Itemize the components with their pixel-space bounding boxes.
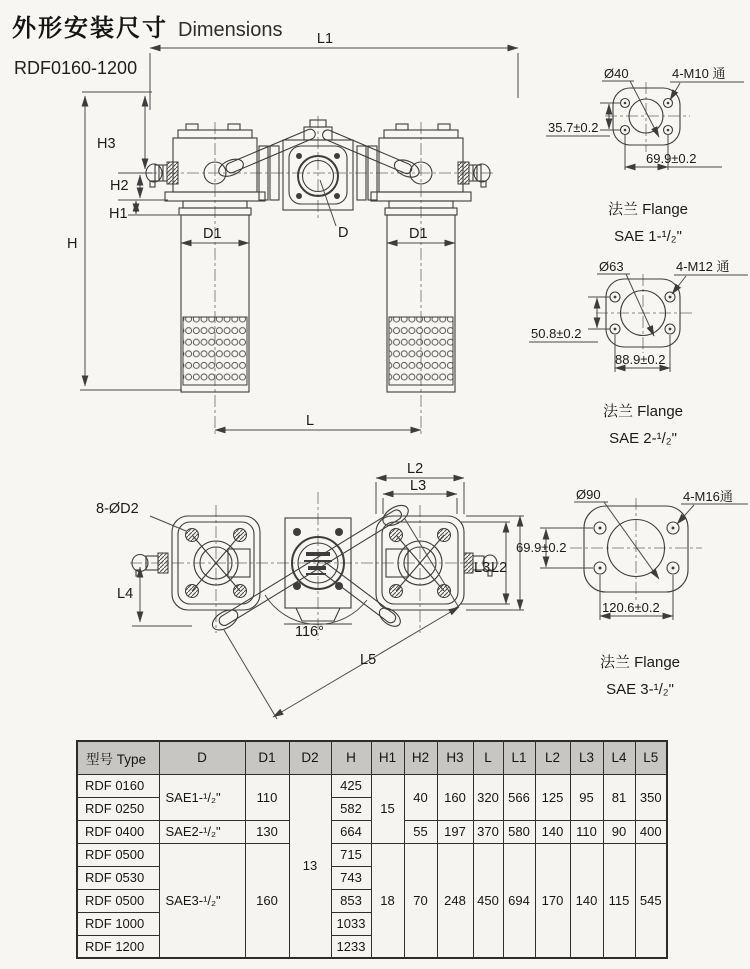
dim-label-L3-top: L3	[410, 478, 427, 494]
spec-cell-L1: 694	[503, 843, 535, 958]
header-row	[77, 741, 667, 774]
spec-cell-type: RDF 1200	[77, 935, 159, 958]
flange2-bore-label: Ø63	[599, 259, 624, 274]
col-header-D2: D2	[289, 741, 331, 774]
flange-sae-2-half	[529, 259, 748, 447]
col-header-L4: L4	[603, 741, 635, 774]
bottom-view	[96, 461, 524, 719]
spec-cell-H: 664	[331, 820, 371, 843]
front-view	[67, 31, 518, 435]
col-header-H: H	[331, 741, 371, 774]
dim-label-D1-left: D1	[203, 226, 222, 242]
spec-cell-L3: 95	[570, 774, 603, 820]
flange3-hdim-label: 120.6±0.2	[602, 600, 660, 615]
angle-arc	[265, 595, 367, 624]
spec-cell-D: SAE1-¹/₂"	[159, 774, 245, 820]
spec-cell-H2: 70	[404, 843, 437, 958]
col-header-H1: H1	[371, 741, 404, 774]
spec-cell-H2: 40	[404, 774, 437, 820]
flange3-vdim-label: 69.9±0.2	[516, 540, 567, 555]
spec-cell-L5: 350	[635, 774, 667, 820]
spec-cell-type: RDF 0400	[77, 820, 159, 843]
spec-cell-H: 1033	[331, 912, 371, 935]
flange3-sae-label: SAE 3-¹/₂"	[606, 681, 674, 698]
dim-label-L: L	[306, 413, 315, 429]
spec-cell-L1: 566	[503, 774, 535, 820]
spec-cell-L2: 125	[535, 774, 570, 820]
spec-cell-H2: 55	[404, 820, 437, 843]
dim-label-H2: H2	[110, 178, 129, 194]
page-title	[12, 8, 282, 43]
dim-label-H: H	[67, 236, 78, 252]
flange3-bore-label: Ø90	[576, 487, 601, 502]
col-header-H2: H2	[404, 741, 437, 774]
flange1-hdim-label: 69.9±0.2	[646, 151, 697, 166]
col-header-L1: L1	[503, 741, 535, 774]
spec-cell-H3: 197	[437, 820, 473, 843]
flange1-caption: 法兰 Flange	[607, 201, 689, 218]
col-header-L3: L3	[570, 741, 603, 774]
dim-label-L2-top: L2	[407, 461, 424, 477]
spec-cell-L4: 81	[603, 774, 635, 820]
spec-cell-H1: 15	[371, 774, 404, 843]
table-row	[77, 843, 667, 866]
dim-label-L2-side: L2	[491, 560, 508, 576]
spec-cell-D: SAE3-¹/₂"	[159, 843, 245, 958]
flange2-hdim-label: 88.9±0.2	[615, 352, 666, 367]
flange2-vdim-label: 50.8±0.2	[531, 326, 582, 341]
spec-cell-L1: 580	[503, 820, 535, 843]
spec-cell-D1: 130	[245, 820, 289, 843]
spec-cell-H: 582	[331, 797, 371, 820]
flange1-sae-label: SAE 1-¹/₂"	[614, 228, 682, 245]
spec-cell-H: 1233	[331, 935, 371, 958]
dim-label-L5: L5	[360, 652, 377, 668]
flange2-bolt-label: 4-M12 通	[676, 259, 730, 274]
spec-cell-H: 715	[331, 843, 371, 866]
plug-right	[458, 162, 490, 187]
spec-cell-L: 450	[473, 843, 503, 958]
spec-cell-type: RDF 1000	[77, 912, 159, 935]
bottom-view-dimensions	[96, 461, 524, 719]
spec-cell-H: 425	[331, 774, 371, 797]
dim-label-angle: 116°	[295, 624, 324, 640]
dim-label-H1: H1	[109, 206, 128, 222]
flange2-sae-label: SAE 2-¹/₂"	[609, 430, 677, 447]
spec-cell-L5: 545	[635, 843, 667, 958]
dim-label-bolt-pattern: 8-ØD2	[96, 501, 139, 517]
col-header-L: L	[473, 741, 503, 774]
spec-cell-L4: 90	[603, 820, 635, 843]
dim-label-D1-right: D1	[409, 226, 428, 242]
handle-right	[320, 126, 422, 180]
spec-cell-L: 370	[473, 820, 503, 843]
spec-cell-type: RDF 0530	[77, 866, 159, 889]
plug-left	[146, 162, 178, 187]
filter-unit-left	[146, 124, 265, 392]
flange1-bore-label: Ø40	[604, 66, 629, 81]
col-header-D1: D1	[245, 741, 289, 774]
dim-label-L1: L1	[316, 31, 334, 47]
spec-cell-D1: 160	[245, 843, 289, 958]
table-row	[77, 774, 667, 797]
title-chinese: 外形安装尺寸	[12, 15, 168, 42]
flange1-vdim-label: 35.7±0.2	[548, 120, 599, 135]
spec-cell-type: RDF 0500	[77, 889, 159, 912]
flange3-bolt-label: 4-M16通	[683, 489, 733, 504]
col-header-D: D	[159, 741, 245, 774]
spec-cell-L2: 140	[535, 820, 570, 843]
flange-sae-3-half	[516, 487, 748, 698]
model-range-label: RDF0160-1200	[14, 58, 138, 78]
flange-sae-1-half	[546, 66, 744, 245]
handle-left	[216, 125, 318, 179]
spec-cell-H3: 248	[437, 843, 473, 958]
spec-cell-L3: 140	[570, 843, 603, 958]
dim-label-L3-side: L3	[474, 560, 491, 576]
dim-label-D: D	[338, 225, 349, 241]
spec-cell-L: 320	[473, 774, 503, 820]
dim-label-H3: H3	[97, 136, 116, 152]
spec-cell-H3: 160	[437, 774, 473, 820]
spec-cell-type: RDF 0500	[77, 843, 159, 866]
spec-cell-D2: 13	[289, 774, 331, 958]
flange3-caption: 法兰 Flange	[599, 654, 681, 671]
spec-table	[76, 740, 668, 959]
spec-cell-H: 743	[331, 866, 371, 889]
spec-cell-D1: 110	[245, 774, 289, 820]
spec-cell-H1: 18	[371, 843, 404, 958]
col-header-H3: H3	[437, 741, 473, 774]
dim-label-L4: L4	[117, 586, 134, 602]
col-header-type: 型号 Type	[77, 741, 159, 774]
col-header-L5: L5	[635, 741, 667, 774]
filter-unit-right	[371, 124, 490, 392]
plug-left-bottom	[132, 553, 168, 576]
title-english: Dimensions	[178, 19, 283, 41]
flange1-bolt-label: 4-M10 通	[672, 66, 726, 81]
spec-cell-L2: 170	[535, 843, 570, 958]
spec-cell-L4: 115	[603, 843, 635, 958]
spec-cell-L3: 110	[570, 820, 603, 843]
spec-cell-L5: 400	[635, 820, 667, 843]
flange2-caption: 法兰 Flange	[602, 403, 684, 420]
spec-cell-type: RDF 0160	[77, 774, 159, 797]
spec-cell-H: 853	[331, 889, 371, 912]
spec-cell-D: SAE2-¹/₂"	[159, 820, 245, 843]
spec-cell-type: RDF 0250	[77, 797, 159, 820]
col-header-L2: L2	[535, 741, 570, 774]
